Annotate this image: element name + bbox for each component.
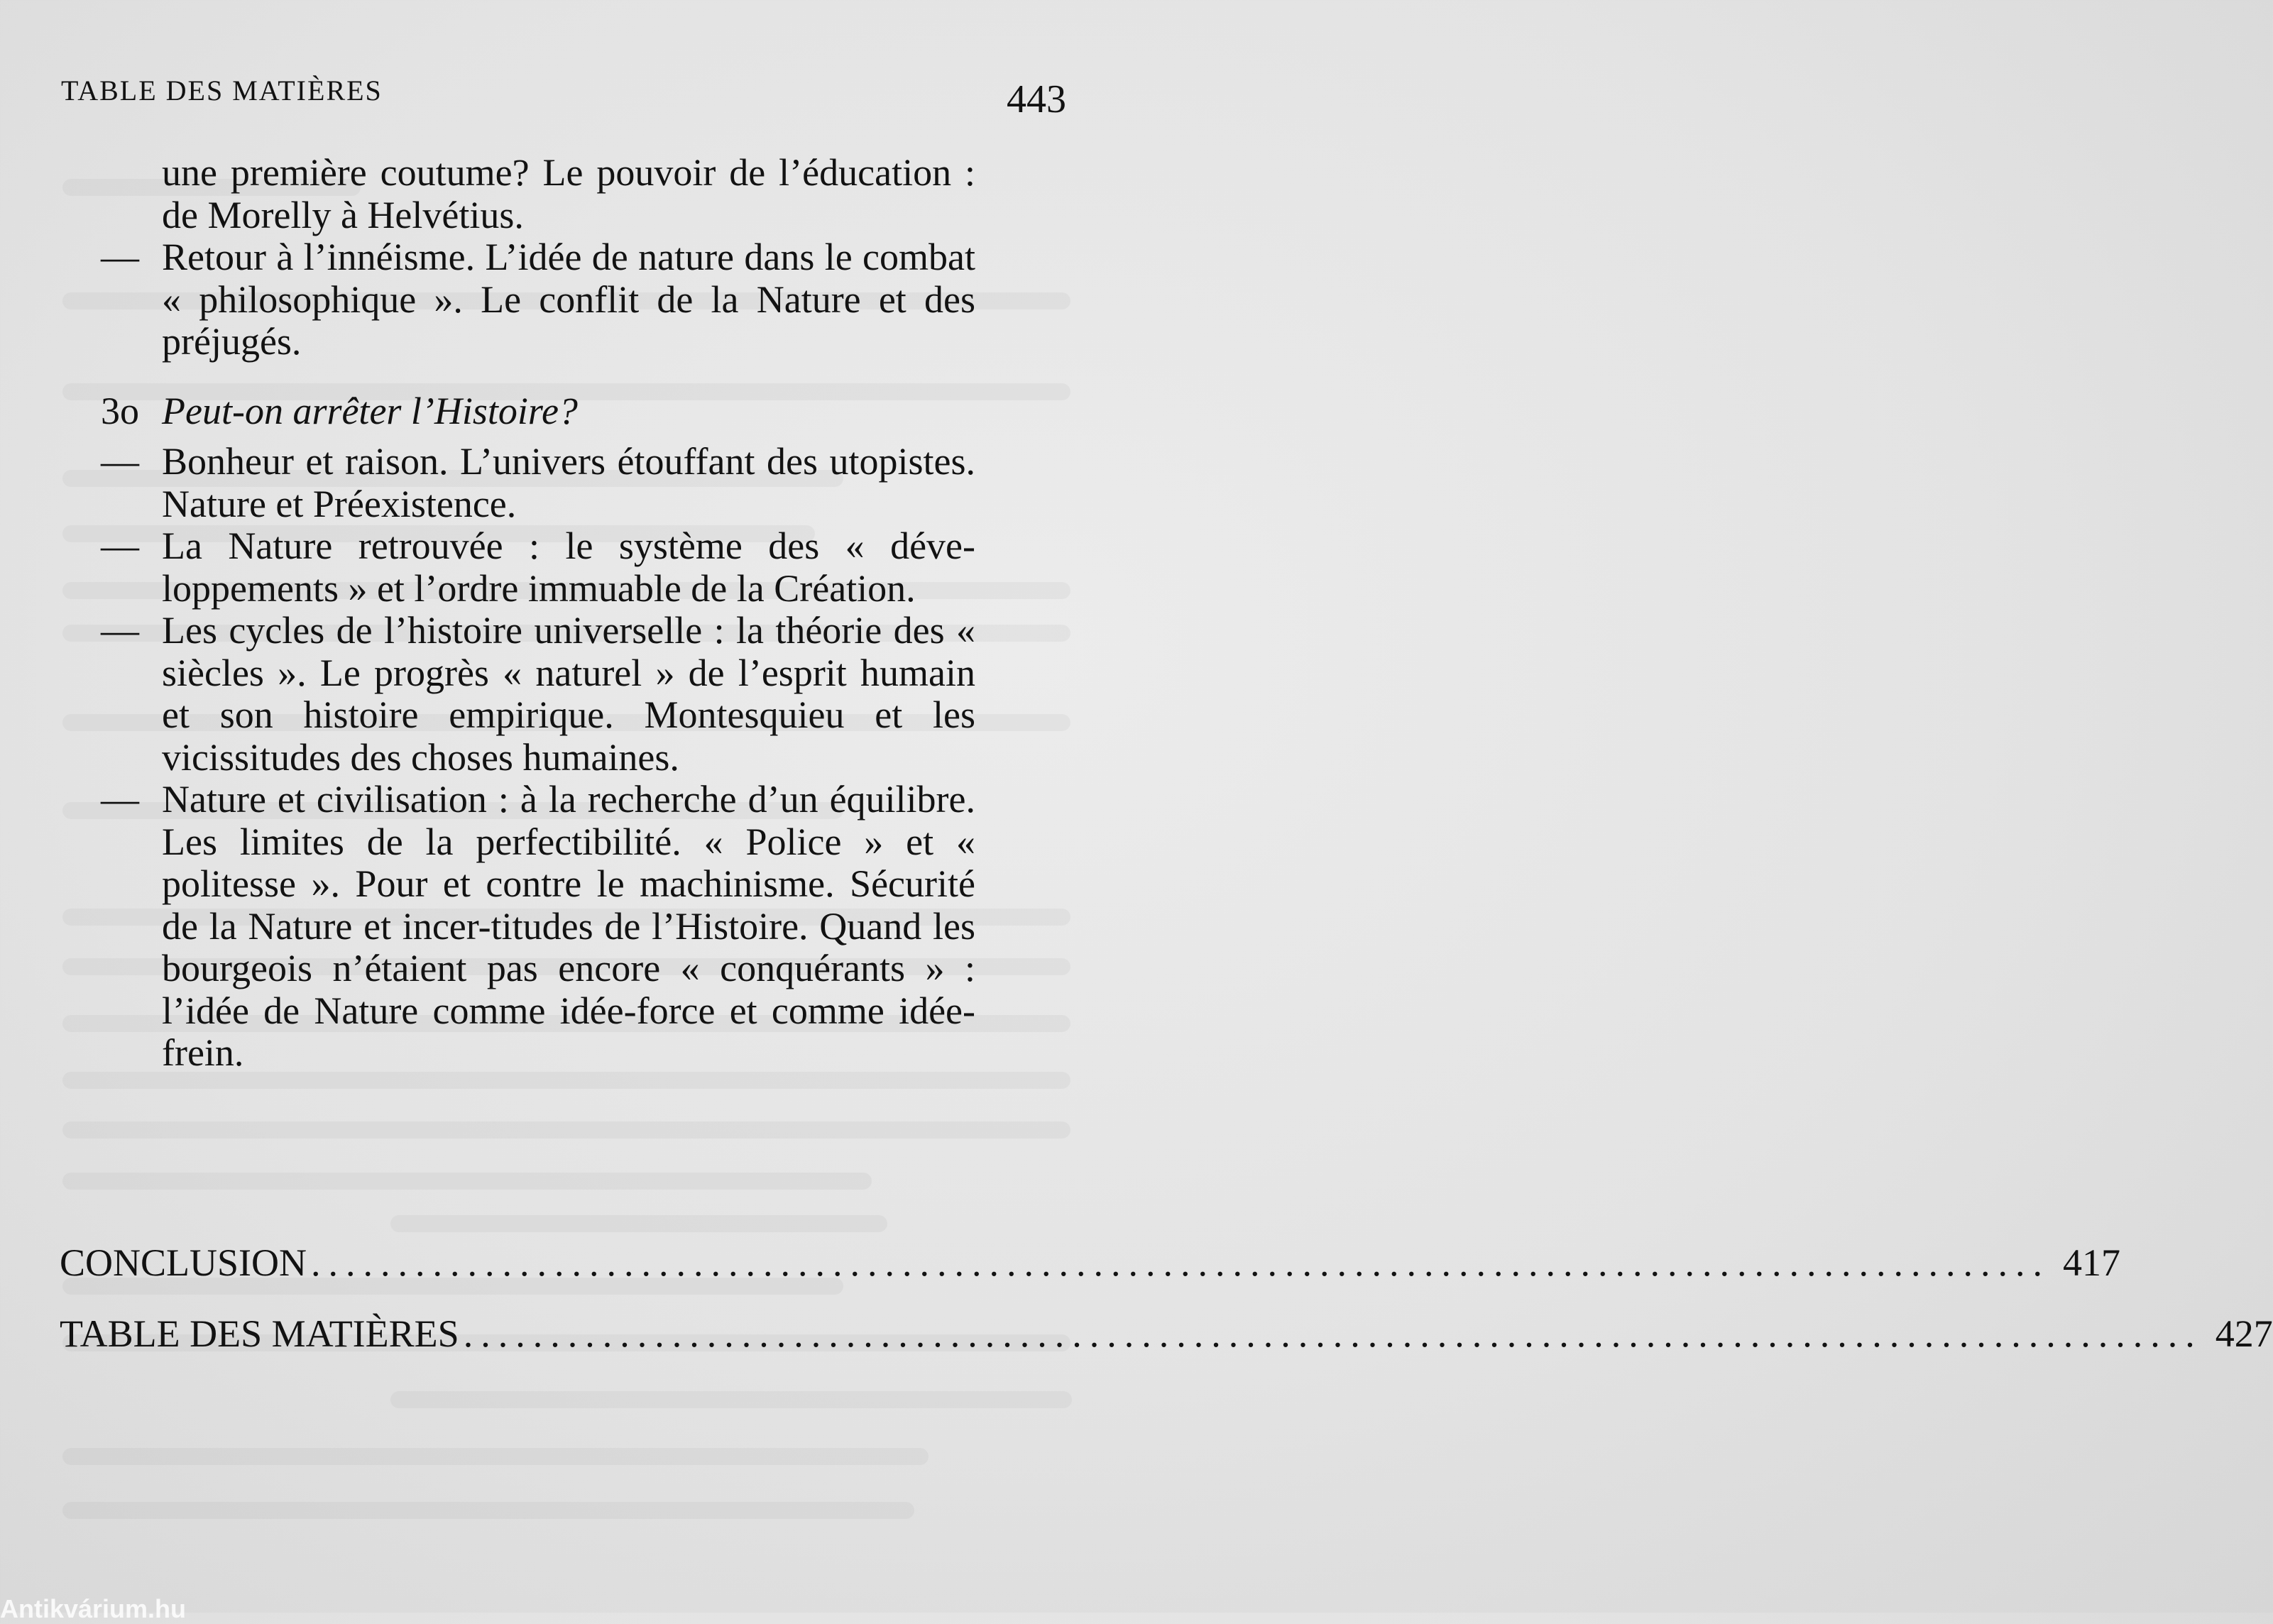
- toc-body: [0, 152, 1210, 1075]
- toc-entry-nature-retrouvee: — La Nature retrouvée : le système des « déve-loppements » et l’ordre immuable de la Création.: [0, 525, 975, 610]
- section-title: Peut-on arrêter l’Histoire?: [162, 389, 578, 432]
- toc-page-number: 427: [2215, 1312, 2273, 1355]
- running-head: TABLE DES MATIÈRES: [61, 75, 383, 106]
- watermark: Antikvárium.hu: [0, 1594, 187, 1623]
- toc-row-table-des-matieres[interactable]: [60, 1312, 2273, 1356]
- dot-leader: ....................................................................................................: [311, 1241, 2051, 1284]
- toc-title: CONCLUSION: [60, 1241, 307, 1284]
- toc-entry-cycles: — Les cycles de l’histoire universelle : la théorie des « siècles ». Le progrès « naturel » de l’esprit humain et son histoire empirique. Montesquieu et les vicissitudes des choses humaines.: [0, 610, 975, 779]
- toc-title: TABLE DES MATIÈRES: [60, 1312, 459, 1355]
- section-number: 3o: [101, 389, 139, 432]
- continuation-entry: une première coutume? Le pouvoir de l’éducation : de Morelly à Helvétius.: [162, 151, 975, 236]
- toc-entry-bonheur: — Bonheur et raison. L’univers étouffant des utopistes. Nature et Préexistence.: [0, 441, 975, 525]
- toc-entry-civilisation: — Nature et civilisation : à la recherche d’un équilibre. Les limites de la perfectibilité. « Police » et « politesse ». Pour et contre le machinisme. Sécurité de la Nature et incer-titudes de l’Histoire. Quand les bourgeois n’étaient pas encore « conquérants » : l’idée de Nature comme idée-force et comme idée-frein.: [0, 779, 975, 1075]
- toc-row-conclusion[interactable]: [60, 1241, 2121, 1285]
- page-number: 443: [1007, 77, 1066, 121]
- dot-leader: ....................................................................................................: [463, 1312, 2203, 1355]
- toc-entry-innateism: — Retour à l’innéisme. L’idée de nature dans le combat « philosophique ». Le conflit de la Nature et des préjugés.: [0, 236, 975, 363]
- toc-page-number: 417: [2063, 1241, 2121, 1284]
- section-heading: [0, 390, 1210, 433]
